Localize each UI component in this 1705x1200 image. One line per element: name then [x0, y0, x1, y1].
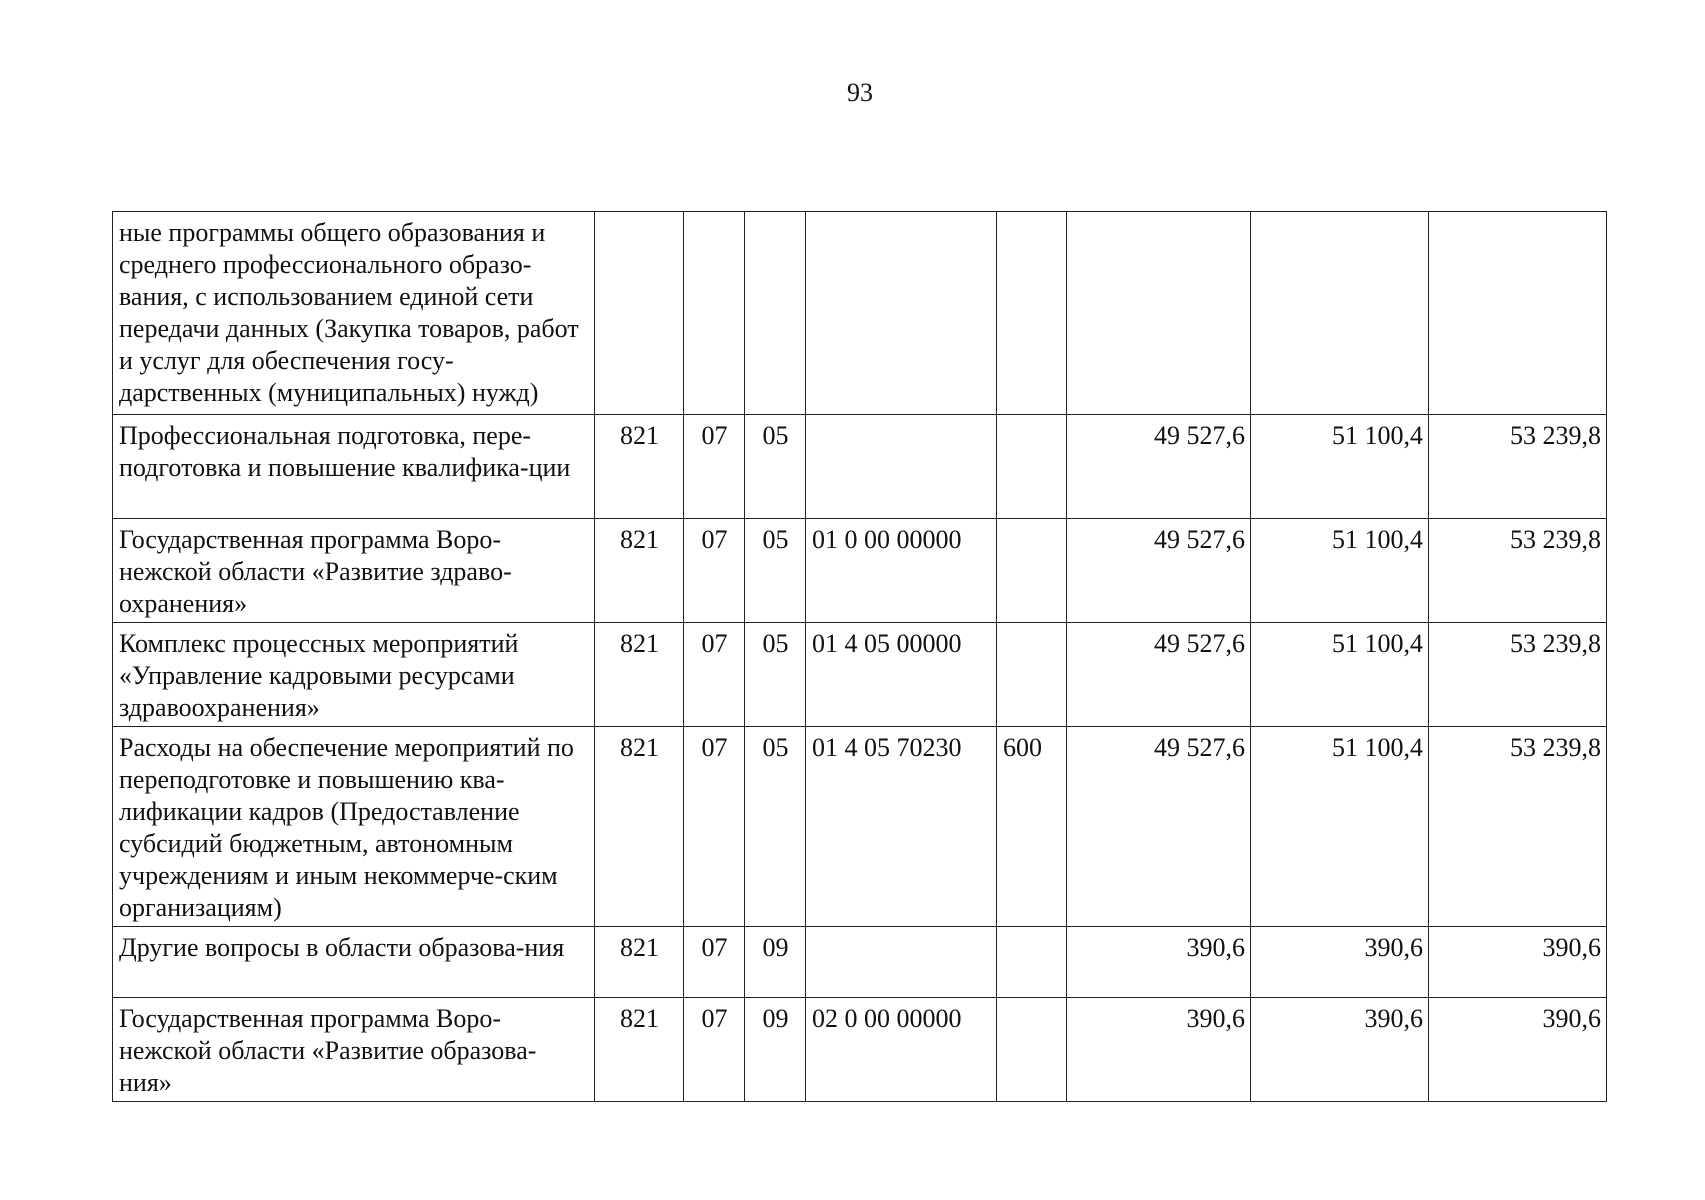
table-row [113, 519, 1607, 623]
amount-year-1: 390,6 [1067, 927, 1251, 998]
subsection-code [745, 212, 806, 415]
amount-year-2: 390,6 [1251, 927, 1429, 998]
target-article-code: 02 0 00 00000 [806, 998, 997, 1102]
target-article-code: 01 4 05 00000 [806, 623, 997, 727]
grbs-code: 821 [595, 927, 684, 998]
amount-year-2: 51 100,4 [1251, 519, 1429, 623]
table-row [113, 998, 1607, 1102]
row-name: Расходы на обеспечение мероприятий по переподготовке и повышению ква-лификации кадров (Предоставление субсидий бюджетным, автономным учреждениям и иным некоммерче-ским организациям) [113, 727, 595, 927]
amount-year-3: 53 239,8 [1429, 623, 1607, 727]
grbs-code [595, 212, 684, 415]
amount-year-3: 53 239,8 [1429, 415, 1607, 519]
amount-year-1: 49 527,6 [1067, 519, 1251, 623]
amount-year-3: 390,6 [1429, 927, 1607, 998]
expense-type-code [997, 623, 1067, 727]
grbs-code: 821 [595, 519, 684, 623]
amount-year-2: 51 100,4 [1251, 727, 1429, 927]
row-name: ные программы общего образования и среднего профессионального образо-вания, с использованием единой сети передачи данных (Закупка товаров, работ и услуг для обеспечения госу-дарственных (муниципальных) нужд) [113, 212, 595, 415]
target-article-code [806, 212, 997, 415]
target-article-code [806, 927, 997, 998]
subsection-code: 09 [745, 998, 806, 1102]
subsection-code: 09 [745, 927, 806, 998]
amount-year-3 [1429, 212, 1607, 415]
subsection-code: 05 [745, 727, 806, 927]
amount-year-2 [1251, 212, 1429, 415]
table-row [113, 415, 1607, 519]
row-name: Государственная программа Воро-нежской области «Развитие образова-ния» [113, 998, 595, 1102]
table-row [113, 623, 1607, 727]
row-name: Государственная программа Воро-нежской области «Развитие здраво-охранения» [113, 519, 595, 623]
section-code [684, 212, 745, 415]
subsection-code: 05 [745, 623, 806, 727]
section-code: 07 [684, 927, 745, 998]
grbs-code: 821 [595, 727, 684, 927]
amount-year-1: 49 527,6 [1067, 415, 1251, 519]
amount-year-3: 53 239,8 [1429, 727, 1607, 927]
expense-type-code [997, 212, 1067, 415]
row-name: Другие вопросы в области образова-ния [113, 927, 595, 998]
table-row [113, 927, 1607, 998]
section-code: 07 [684, 998, 745, 1102]
subsection-code: 05 [745, 415, 806, 519]
grbs-code: 821 [595, 998, 684, 1102]
target-article-code [806, 415, 997, 519]
amount-year-1: 49 527,6 [1067, 623, 1251, 727]
budget-table [112, 211, 1607, 1102]
grbs-code: 821 [595, 415, 684, 519]
page-number: 93 [847, 78, 873, 107]
amount-year-1 [1067, 212, 1251, 415]
row-name: Профессиональная подготовка, пере-подготовка и повышение квалифика-ции [113, 415, 595, 519]
expense-type-code [997, 998, 1067, 1102]
amount-year-2: 51 100,4 [1251, 623, 1429, 727]
expense-type-code: 600 [997, 727, 1067, 927]
expense-type-code [997, 519, 1067, 623]
table-row [113, 727, 1607, 927]
section-code: 07 [684, 623, 745, 727]
table-row [113, 212, 1607, 415]
expense-type-code [997, 415, 1067, 519]
section-code: 07 [684, 415, 745, 519]
target-article-code: 01 4 05 70230 [806, 727, 997, 927]
section-code: 07 [684, 727, 745, 927]
amount-year-2: 51 100,4 [1251, 415, 1429, 519]
amount-year-3: 390,6 [1429, 998, 1607, 1102]
expense-type-code [997, 927, 1067, 998]
section-code: 07 [684, 519, 745, 623]
amount-year-1: 49 527,6 [1067, 727, 1251, 927]
amount-year-1: 390,6 [1067, 998, 1251, 1102]
amount-year-3: 53 239,8 [1429, 519, 1607, 623]
target-article-code: 01 0 00 00000 [806, 519, 997, 623]
row-name: Комплекс процессных мероприятий «Управление кадровыми ресурсами здравоохранения» [113, 623, 595, 727]
grbs-code: 821 [595, 623, 684, 727]
amount-year-2: 390,6 [1251, 998, 1429, 1102]
subsection-code: 05 [745, 519, 806, 623]
